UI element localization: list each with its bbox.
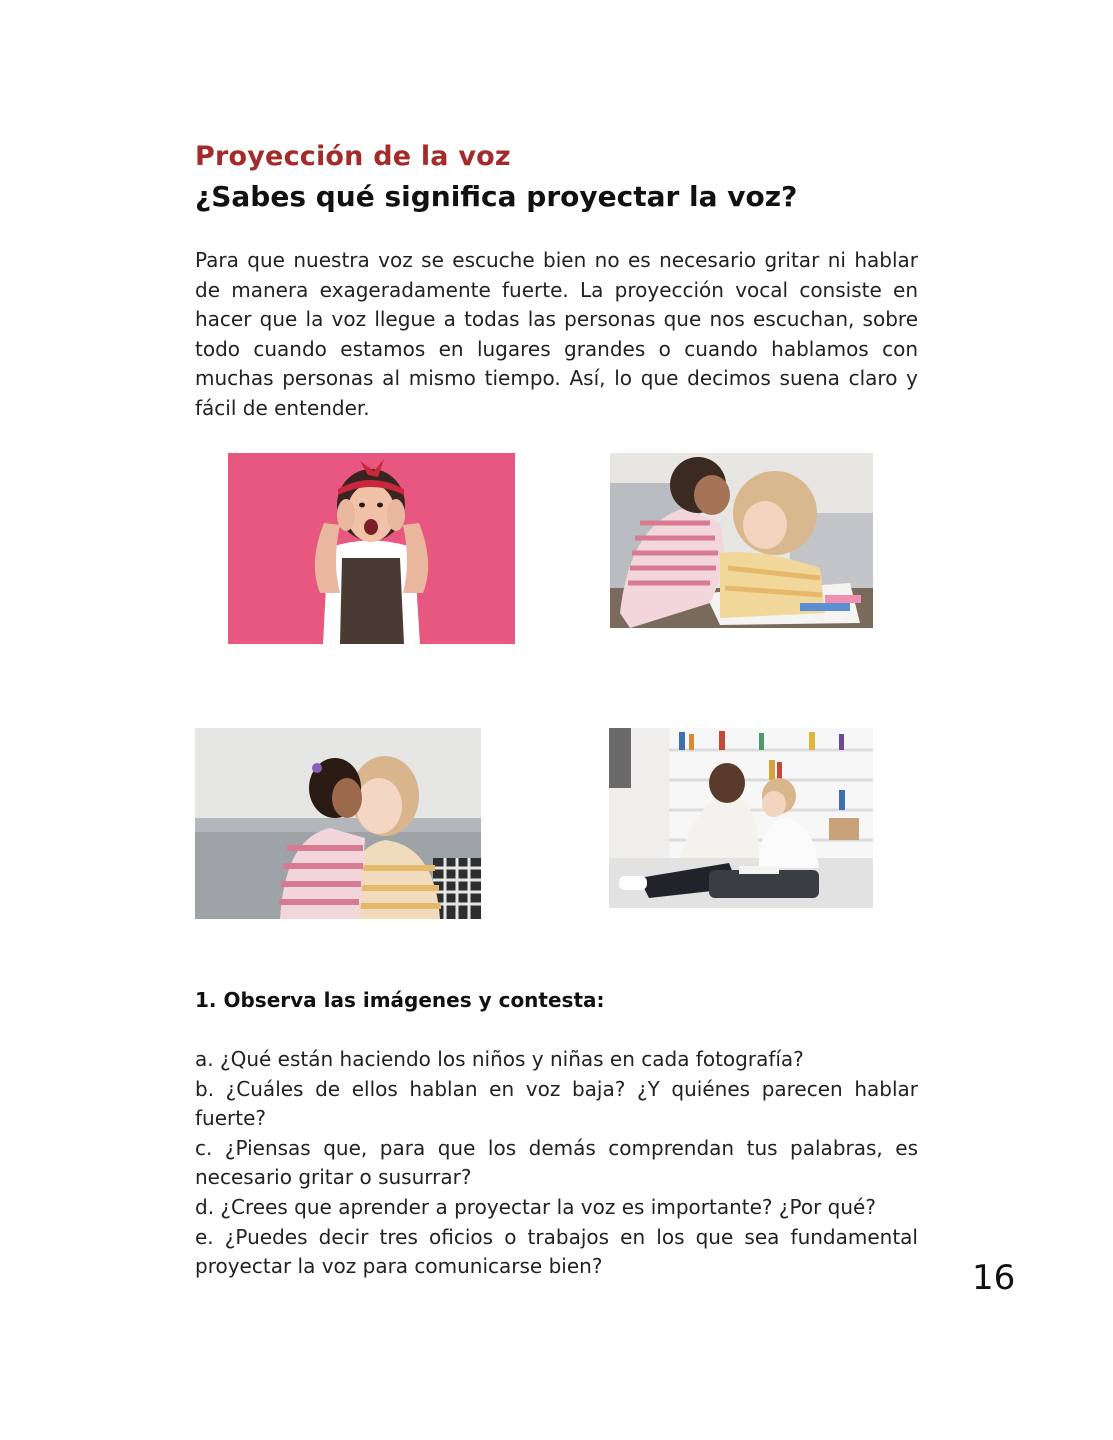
activity-title: 1. Observa las imágenes y contesta: bbox=[195, 988, 605, 1012]
question-b: b. ¿Cuáles de ellos hablan en voz baja? ¿Y quiénes parecen hablar fuerte? bbox=[195, 1076, 918, 1131]
photo-girls-whispering-sofa bbox=[195, 728, 481, 919]
photo-surprised-woman bbox=[228, 453, 515, 644]
photo-girls-drawing-whisper bbox=[610, 453, 873, 628]
question-list bbox=[195, 1045, 918, 1282]
question-c: c. ¿Piensas que, para que los demás comprendan tus palabras, es necesario gritar o susurrar? bbox=[195, 1135, 918, 1190]
question-a: a. ¿Qué están haciendo los niños y niñas en cada fotografía? bbox=[195, 1047, 804, 1071]
question-e: e. ¿Puedes decir tres oficios o trabajos en los que sea fundamental proyectar la voz para comunicarse bien? bbox=[195, 1224, 918, 1279]
question-d: d. ¿Crees que aprender a proyectar la voz es importante? ¿Por qué? bbox=[195, 1194, 876, 1219]
section-title: Proyección de la voz bbox=[195, 141, 511, 172]
page-number: 16 bbox=[972, 1258, 1016, 1298]
page-heading: ¿Sabes qué significa proyectar la voz? bbox=[195, 180, 798, 213]
photo-man-child-reading bbox=[609, 728, 873, 908]
intro-paragraph: Para que nuestra voz se escuche bien no es necesario gritar ni hablar de manera exageradamente fuerte. La proyección vocal consiste en hacer que la voz llegue a todas las personas que nos escuchan, sobre todo cuando estamos en lugares grandes o cuando hablamos con muchas personas al mismo tiempo. Así, lo que decimos suena claro y fácil de entender. bbox=[195, 248, 918, 420]
